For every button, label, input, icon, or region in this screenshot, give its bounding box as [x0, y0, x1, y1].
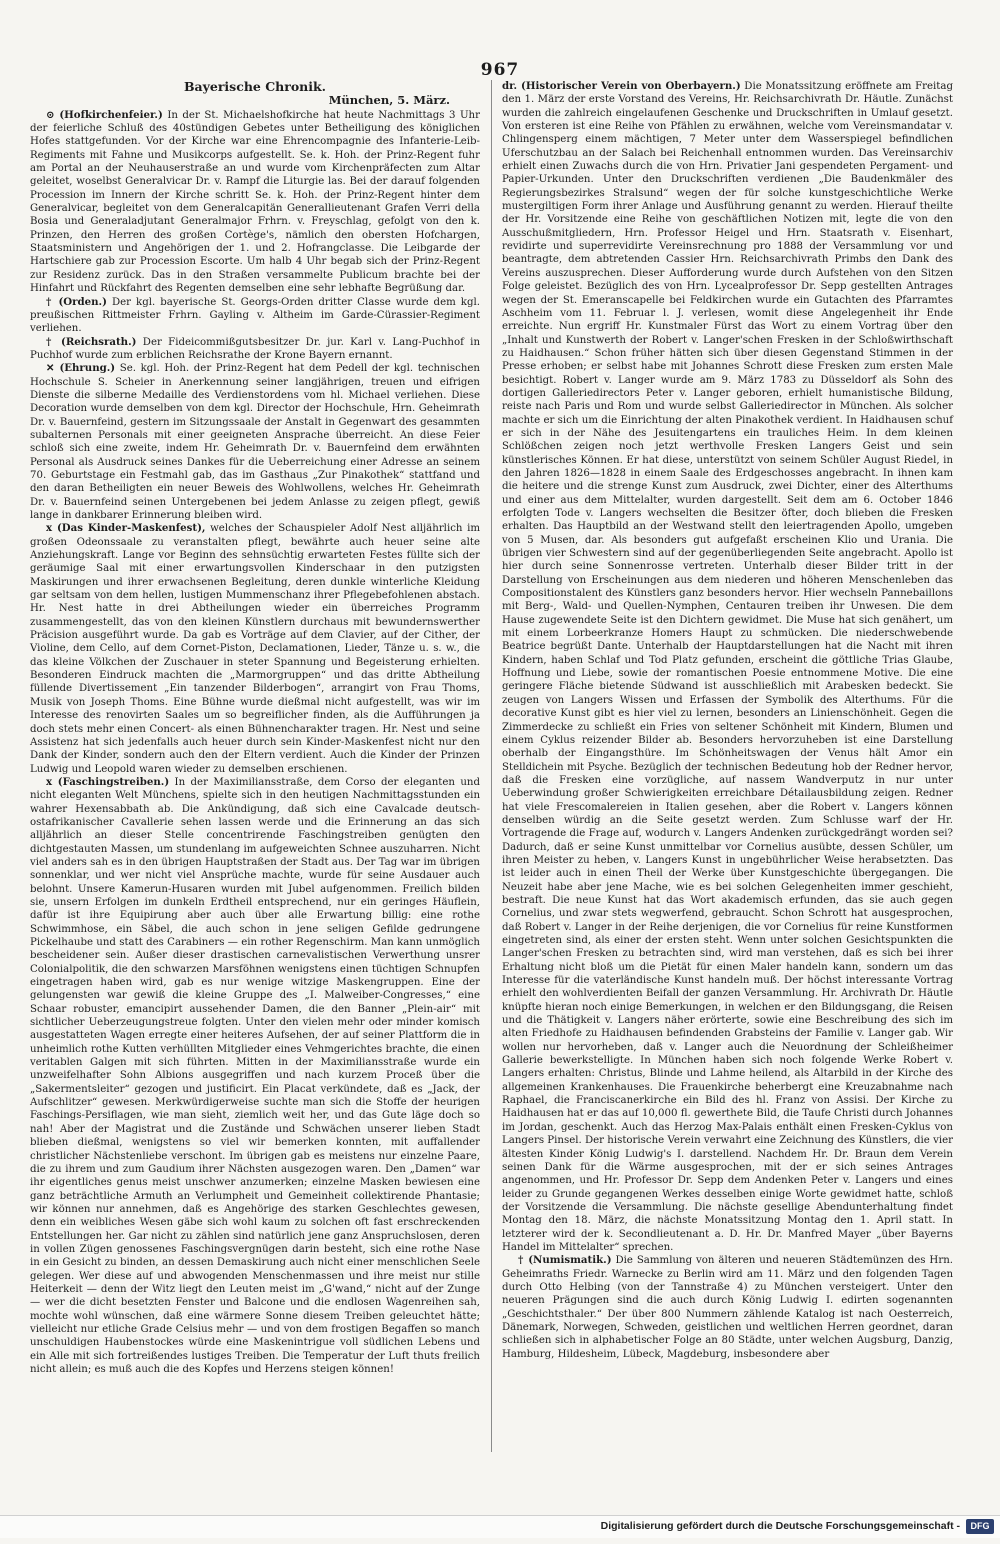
article-hofkirchenfeier — [30, 109, 480, 296]
article-faschingstreiben — [30, 776, 480, 1376]
article-numismatik — [502, 1254, 953, 1361]
article-heading: † (Orden.) — [46, 295, 107, 308]
article-kinder-maskenfest — [30, 522, 480, 776]
article-text: In der St. Michaelshofkirche hat heute Nachmittags 3 Uhr der feierliche Schluß des 40stündigen Gebetes unter Betheiligung des königlichen Hofes stattgefunden. Vor der Kirche war eine Ehrencompagnie des Infanterie-Leib-Regiments mit Fahne und Musikcorps aufgestellt. Se. k. Hoh. der Prinz-Regent fuhr am Portal an der Neuhauserstraße an und wurde vom Kirchenpräfecten zum Altar geleitet, woselbst Generalvicar Dr. v. Rampf die Liturgie las. Bei der darauf folgenden Procession im Innern der Kirche schritt Se. k. Hoh. der Prinz-Regent hinter dem Generalvicar, begleitet von dem Generalcapitän Generallieutenant Grafen Verri della Bosia und Generaladjutant Generalmajor Frhrn. v. Freyschlag, gefolgt von den k. Prinzen, den Herren des großen Cortège's, nämlich den obersten Hofchargen, Staatsministern und Angehörigen der 1. und 2. Hofrangclasse. Die Leibgarde der Hartschiere gab zur Procession Escorte. Um halb 4 Uhr begab sich der Prinz-Regent zur Residenz zurück. Das in den Straßen versammelte Publicum brachte bei der Hinfahrt und Rückfahrt des Regenten demselben eine sehr lebhafte Begrüßung dar. — [30, 109, 480, 295]
article-text: In der Maximiliansstraße, dem Corso der eleganten und nicht eleganten Welt Münchens, spielte sich in den heutigen Nachmittagsstunden ein wahrer Hexensabbath ab. Die Ankündigung, daß sich eine Cavalcade deutsch-ostafrikanischer Cavallerie sehen lassen werde und die Erinnerung an das sich alljährlich an dieser Stelle concentrirende Faschingstreiben genügten den dichtgestauten Massen, um stundenlang im aufgeweichten Schnee auszuharren. Nicht viel anders sah es in den übrigen Hauptstraßen der Stadt aus. Der Tag war im übrigen sonnenklar, und wer nicht viel Ansprüche machte, wurde für seine Ausdauer auch belohnt. Unsere Kamerun-Husaren wurden mit Jubel aufgenommen. Freilich bilden sie, unsern Erfolgen im dunkeln Erdtheil entsprechend, nur ein geringes Häuflein, dafür ist ihre Equipirung aber auch über alle Erwartung billig: eine rothe Schwimmhose, ein Säbel, die auch schon in jene seligen Gefilde gedrungene Pickelhaube und statt des Carabiners — ein rother Regenschirm. Man kann unmöglich bescheidener sein. Außer dieser drastischen carnevalistischen Verwerthung unsrer Colonialpolitik, die den schwarzen Marsföhnen wenigstens einen tüchtigen Schnupfen eingetragen haben wird, gab es nur wenige witzige Maskengruppen. Eine der gelungensten war gewiß die kleine Gruppe des „I. Malweiber-Congresses,“ eine Schaar robuster, emancipirt aussehender Damen, die den Banner „Plein-air“ mit sichtlicher Ueberzeugungstreue folgten. Unter den vielen mehr oder minder komisch ausgestatteten Wagen erregte einer heiteres Aufsehen, der auf seiner Plattform die in unheimlich rothe Kutten verhüllten Mitglieder eines Vehmgerichtes brachte, die einen veritablen Galgen mit sich führten. Mitten in der Maximiliansstraße wurde ein unzweifelhafter Sohn Albions ausgegriffen und nach kurzem Proceß über die „Sakermentsleiter“ gezogen und justificirt. Ein Placat verkündete, daß es „Jack, der Aufschlitzer“ gewesen. Merkwürdigerweise suchte man sich die Stoffe der heurigen Faschings-Persiflagen, wie man sieht, ziemlich weit her, und das Gute läge doch so nah! Aber der Magistrat und die Zustände und Schwächen unserer lieben Stadt blieben dießmal, wenigstens so viel wir bemerken konnten, mit auffallender christlicher Nächstenliebe verschont. Im übrigen gab es meistens nur einzelne Paare, die zu ihrem und zum Gaudium ihrer Nächsten ausgezogen waren. Den „Damen“ war ihr eigentliches genus meist unschwer anzumerken; einzelne Masken bewiesen eine ganz beträchtliche Armuth an Verlumpheit und Gemeinheit collektirende Phantasie; wir können nur annehmen, daß es Angehörige des starken Geschlechtes gewesen, denn ein weibliches Wesen gäbe sich wohl kaum zu solchen oft fast erschreckenden Entstellungen her. Gar nicht zu zählen sind natürlich jene ganz Anspruchslosen, deren in vollen Zügen genossenes Faschingsvergnügen darin besteht, sich eine rothe Nase in ein Gesicht zu binden, an dessen Demaskirung auch nicht einer menschlichen Seele gelegen. Wer diese auf und abwogenden Menschenmassen und ihre meist nur stille Heiterkeit — denn der Witz liegt den Leuten meist im „G'wand,“ nicht auf der Zunge — wer die dicht besetzten Fenster und Balcone und die endlosen Wagenreihen sah, mochte wohl wünschen, daß eine wärmere Sonne diesem Treiben geleuchtet hätte; vielleicht nur etliche Grade Celsius mehr — und von dem frostigen Begaffen so manch unschuldigen Haubenstockes würde eine Maskenintrigue voll südlichen Lebens und ein Alle mit sich fortreißendes lustiges Treiben. Die Temperatur der Luft thuts freilich nicht allein; es muß auch die des Kopfes und Herzens steigen können! — [30, 776, 480, 1375]
footer-credit: Digitalisierung gefördert durch die Deutsche Forschungsgemeinschaft - — [600, 1520, 960, 1532]
dfg-logo-icon: DFG — [966, 1519, 994, 1534]
column-divider — [491, 80, 492, 1452]
digitization-footer — [0, 1515, 1000, 1538]
right-column — [502, 80, 953, 1361]
article-reichsrath — [30, 336, 480, 363]
article-text: welches der Schauspieler Adolf Nest alljährlich im großen Odeonssaale zu veranstalten pflegt, bewährte auch heuer seine alte Anziehungskraft. Lange vor Beginn des sehnsüchtig erwarteten Festes füllte sich der geräumige Saal mit einer erwartungsvollen Kinderschaar in den putzigsten Maskirungen und ihrer erwachsenen Begleitung, deren dunkle winterliche Kleidung gar seltsam von dem hellen, lustigen Mummenschanz ihrer Pflegebefohlenen abstach. Hr. Nest hatte in drei Abtheilungen wieder ein überreiches Programm zusammengestellt, das von den kleinen Künstlern durchaus mit bewundernswerther Präcision ausgeführt wurde. Da gab es Vorträge auf dem Clavier, auf der Cither, der Violine, dem Cello, auf dem Cornet-Piston, Declamationen, Lieder, Tänze u. s. w., die das kleine Völkchen der Zuschauer in steter Spannung und Begeisterung erhielten. Besonderen Eindruck machten die „Marmorgruppen“ und das dritte Abtheilung füllende Divertissement „Ein tanzender Bilderbogen“, arrangirt von Frau Thoms, Musik von Joseph Thoms. Eine Bühne wurde dießmal nicht aufgestellt, was wir im Interesse des renovirten Saales um so begreiflicher finden, als die Aufführungen ja doch stets mehr einen Concert- als einen Bühnencharakter tragen. Hr. Nest und seine Assistenz hat sich jedenfalls auch heuer durch sein Kinder-Maskenfest nicht nur den Dank der Kinder, sondern auch den der Eltern verdient. Auch die Kinder der Prinzen Ludwig und Leopold waren wieder zu demselben erschienen. — [30, 523, 480, 775]
left-column — [30, 80, 480, 1376]
article-heading: dr. (Historischer Verein von Oberbayern.) — [502, 80, 741, 92]
article-heading: x (Faschingstreiben.) — [46, 775, 170, 788]
article-orden — [30, 296, 480, 336]
article-ehrung — [30, 362, 480, 522]
article-heading: ⊙ (Hofkirchenfeier.) — [46, 108, 163, 121]
dateline: München, 5. März. — [328, 93, 450, 108]
article-text: Der kgl. bayerische St. Georgs-Orden dritter Classe wurde dem kgl. preußischen Rittmeister Frhrn. Gayling v. Altheim im Garde-Cürassier-Regiment verliehen. — [30, 296, 480, 335]
article-text: Die Monatssitzung eröffnete am Freitag den 1. März der erste Vorstand des Vereins, Hr. Reichsarchivrath Dr. Häutle. Zunächst wurden die zahlreich eingelaufenen Geschenke und Druckschriften in Umlauf gesetzt. Von ersteren ist eine Reihe von Pfählen zu erwähnen, welche vom Vereinsmandatar v. Chlingensperg einem mächtigen, 7 Meter unter dem Wasserspiegel befindlichen Uferschutzbau an der Salach bei Reichenhall entnommen wurden. Das Vereinsarchiv erhielt einen Zuwachs durch die von Hrn. Privatier Jani gespendeten Pergament- und Papier-Urkunden. Unter den Druckschriften verdienen „Die Baudenkmäler des Regierungsbezirkes Stralsund“ wegen der für solche kunstgeschichtliche Werke mustergiltigen Form ihrer Anlage und Ausführung genannt zu werden. Hierauf theilte der Hr. Vorsitzende eine Reihe von geschäftlichen Notizen mit, legte die von den Ausschußmitgliedern, Hrn. Professor Heigel und Hrn. Staatsrath v. Eisenhart, revidirte und superrevidirte Vereinsrechnung pro 1888 der Versammlung vor und beantragte, dem abtretenden Cassier Hrn. Reichsarchivrath Primbs den Dank des Vereins auszusprechen. Dieser Aufforderung wurde durch Aufstehen von den Sitzen Folge geleistet. Bezüglich des von Hrn. Lycealprofessor Dr. Sepp gestellten Antrages wegen der St. Emeranscapelle bei Feldkirchen wurde ein Gutachten des Pfarramtes Aschheim vom 11. Februar l. J. verlesen, womit diese Angelegenheit ihr Ende erreichte. Nun ergriff Hr. Kunstmaler Fürst das Wort zu einem Vortrag über den „Inhalt und Kunstwerth der Robert v. Langer'schen Fresken in der Schloßwirthschaft zu Haidhausen.“ Schon früher hätten sich über diesen Gegenstand Stimmen in der Presse erhoben; er selbst habe mit Johannes Schrott diese Fresken zum ersten Male besichtigt. Robert v. Langer wurde am 9. März 1783 zu Düsseldorf als Sohn des dortigen Galleriedirectors Peter v. Langer geboren, erhielt humanistische Bildung, reiste nach Paris und Rom und wurde selbst Galleriedirector in München. Als solcher machte er sich um die Einrichtung der alten Pinakothek verdient. In Haidhausen schuf er sich in der Nähe des Jesuitengartens ein trauliches Heim. In dem kleinen Schlößchen zeigen noch jetzt werthvolle Fresken Langers Geist und sein künstlerisches Können. Er hat diese, unterstützt von seinem Schüler August Riedel, in den Jahren 1826—1828 in einem Saale des Erdgeschosses angebracht. In ihnen kam die heitere und die strenge Kunst zum Ausdruck, zwei Dichter, einer des Alterthums und einer aus dem Mittelalter, wurden dargestellt. Seit dem am 6. October 1846 erfolgten Tode v. Langers wechselten die Besitzer öfter, doch blieben die Fresken erhalten. Das Hauptbild an der Westwand stellt den leiertragenden Apollo, umgeben von 5 Musen, dar. Als besonders gut aufgefaßt erscheinen Klio und Urania. Die übrigen vier Schwestern sind auf der gegenüberliegenden Seite angebracht. Apollo ist hier durch seine Sonnenrosse vertreten. Unterhalb dieser Bilder tritt in der Darstellung von Erscheinungen aus dem niederen und höheren Menschenleben das Compositionstalent des Künstlers ganz besonders hervor. Hier wechseln Pannebaillons mit Berg-, Wald- und Quellen-Nymphen, Centauren treiben ihr Unwesen. Die dem Hause zugewendete Seite ist den Dichtern gewidmet. Die Muse hat sich genähert, um mit einem Lorbeerkranze Homers Haupt zu schmücken. Die niederschwebende Beatrice begrüßt Dante. Unterhalb der Hauptdarstellungen hat die Nacht mit ihren Kindern, haben Schlaf und Tod Platz gefunden, erscheint die göttliche Trias Glaube, Hoffnung und Liebe, sowie der romantischen Poesie entnommene Motive. Die eine geringere Fläche bietende Südwand ist ausschließlich mit Arabesken bedeckt. Sie zeugen von Langers Wissen und Erfassen der Symbolik des Alterthums. Für die decorative Kunst gibt es hier viel zu lernen, besonders an Linienschönheit. Gegen die Zimmerdecke zu schließt ein Fries von seltener Schönheit mit Kindern, Blumen und einem Cyklus reizender Bilder ab. Besonders hervorzuheben ist eine Darstellung oberhalb der Eingangsthüre. Im Schönheitswagen der Venus hält Amor ein Stelldichein mit Psyche. Bezüglich der technischen Bedeutung hob der Redner hervor, daß die Fresken eine vorzügliche, auf nassem Wandverputz in nur unter Ueberwindung großer Schwierigkeiten erreichbare Détailausbildung zeigen. Redner hat viele Frescomalereien in Italien gesehen, aber die Robert v. Langers können denselben würdig an die Seite gesetzt werden. Zum Schlusse warf der Hr. Vortragende die Frage auf, wodurch v. Langers Andenken zurückgedrängt worden sei? Dadurch, daß er seine Kunst unmittelbar vor Cornelius ausübte, dessen Schüler, um ihren Meister zu heben, v. Langers Kunst in ungebührlicher Weise herabsetzten. Das ist leider auch in einen Theil der Werke über Kunstgeschichte übergegangen. Die Neuzeit habe aber jene Mache, wie es bei solchen Gelegenheiten immer geschieht, bestraft. Die neue Kunst hat das Wort akademisch erfunden, das sie auch gegen Cornelius, und zwar stets wegwerfend, gebraucht. Schon Schrott hat ausgesprochen, daß Robert v. Langer in der Reihe derjenigen, die vor Cornelius für reine Kunstformen eingetreten sind, als einer der ersten steht. Wenn unter solchen Gesichtspunkten die Langer'schen Fresken zu betrachten sind, wird man verstehen, daß es sich bei ihrer Erhaltung nicht bloß um die Pietät für einen Maler handeln kann, sondern um das Interesse für die vaterländische Kunst handeln muß. Der höchst interessante Vortrag erhielt den wohlverdienten Beifall der ganzen Versammlung. Hr. Archivrath Dr. Häutle knüpfte hieran noch einige Bemerkungen, in welchen er den Bildungsgang, die Reisen und die Thätigkeit v. Langers näher erörterte, sowie eine Beschreibung des sich im alten Friedhofe zu Haidhausen befindenden Grabsteins der Familie v. Langer gab. Wir wollen nur hervorheben, daß v. Langer auch die Neuordnung der Schleißheimer Gallerie bewerkstelligte. In München haben sich noch folgende Werke Robert v. Langers erhalten: Christus, Blinde und Lahme heilend, als Altarbild in der Kirche des allgemeinen Krankenhauses. Die Frauenkirche beherbergt eine Kreuzabnahme nach Raphael, die Franciscanerkirche ein Bild des hl. Franz von Assisi. Der Kirche zu Haidhausen hat er das auf 10,000 fl. gewerthete Bild, die Taufe Christi durch Johannes im Jordan, geschenkt. Auch das Herzog Max-Palais enthält einen Fresken-Cyklus von Langers Pinsel. Der historische Verein verwahrt eine Zeichnung des Künstlers, die vier ältesten Kinder König Ludwig's I. darstellend. Nachdem Hr. Dr. Braun dem Verein seinen Dank für die Wärme ausgesprochen, mit der er sich seines Antrages angenommen, und Hr. Professor Dr. Sepp dem Andenken Peter v. Langers und eines leider zu Grunde gegangenen Werkes desselben einige Worte gewidmet hatte, schloß der Vorsitzende die Versammlung. Die nächste gesellige Abendunterhaltung findet Montag den 18. März, die nächste Monatssitzung Montag den 1. April statt. In letzterer wird der k. Secondlieutenant a. D. Hr. Dr. Manfred Mayer „über Bayerns Handel im Mittelalter“ sprechen. — [502, 81, 953, 1253]
article-text: Se. kgl. Hoh. der Prinz-Regent hat dem Pedell der kgl. technischen Hochschule S. Scheier in Anerkennung seiner langjährigen, treuen und eifrigen Dienste die silberne Medaille des Verdienstordens vom hl. Michael verliehen. Diese Decoration wurde demselben von dem kgl. Director der Hochschule, Hrn. Geheimrath Dr. v. Bauernfeind, gestern im Sitzungssaale der Anstalt in Gegenwart des gesammten subalternen Personals mit einer geeigneten Ansprache überreicht. An diese Feier schloß sich eine zweite, indem Hr. Geheimrath Dr. v. Bauernfeind dem erwähnten Personal als Ausdruck seines Dankes für die Ueberreichung einer Adresse an seinem 70. Geburtstage ein Festmahl gab, das im Gasthaus „Zur Pinakothek“ stattfand und den daran Betheiligten ein neuer Beweis des Wohlwollens, welches Hr. Geheimrath Dr. v. Bauernfeind seinen Untergebenen bei jedem Anlasse zu zeigen pflegt, gewiß lange in dankbarer Erinnerung bleiben wird. — [30, 363, 480, 521]
article-text: Der Fideicommißgutsbesitzer Dr. jur. Karl v. Lang-Puchhof in Puchhof wurde zum erblichen Reichsrathe der Krone Bayern ernannt. — [30, 336, 481, 361]
article-heading: † (Reichsrath.) — [46, 335, 137, 348]
article-heading: ✕ (Ehrung.) — [46, 362, 116, 375]
article-heading: x (Das Kinder-Maskenfest), — [46, 522, 206, 535]
article-text: Die Sammlung von älteren und neueren Städtemünzen des Hrn. Geheimraths Friedr. Warnecke zu Berlin wird am 11. März und den folgenden Tagen durch Otto Helbing (von der Tannstraße 4) zu München versteigert. Unter den neueren Prägungen sind die auch durch König Ludwig I. edirten sogenannten „Geschichtsthaler.“ Der über 800 Nummern zählende Katalog ist nach Oesterreich, Dänemark, Norwegen, Schweden, geistlichen und weltlichen Herren geordnet, daran schließen sich in alphabetischer Folge an 80 Städte, unter welchen Augsburg, Danzig, Hamburg, Hildesheim, Lübeck, Magdeburg, insbesondere aber — [502, 1255, 953, 1360]
section-title: Bayerische Chronik. — [183, 79, 327, 94]
article-historischer-verein — [502, 80, 953, 1254]
article-heading: † (Numismatik.) — [518, 1254, 612, 1267]
page-number: 967 — [480, 60, 520, 80]
